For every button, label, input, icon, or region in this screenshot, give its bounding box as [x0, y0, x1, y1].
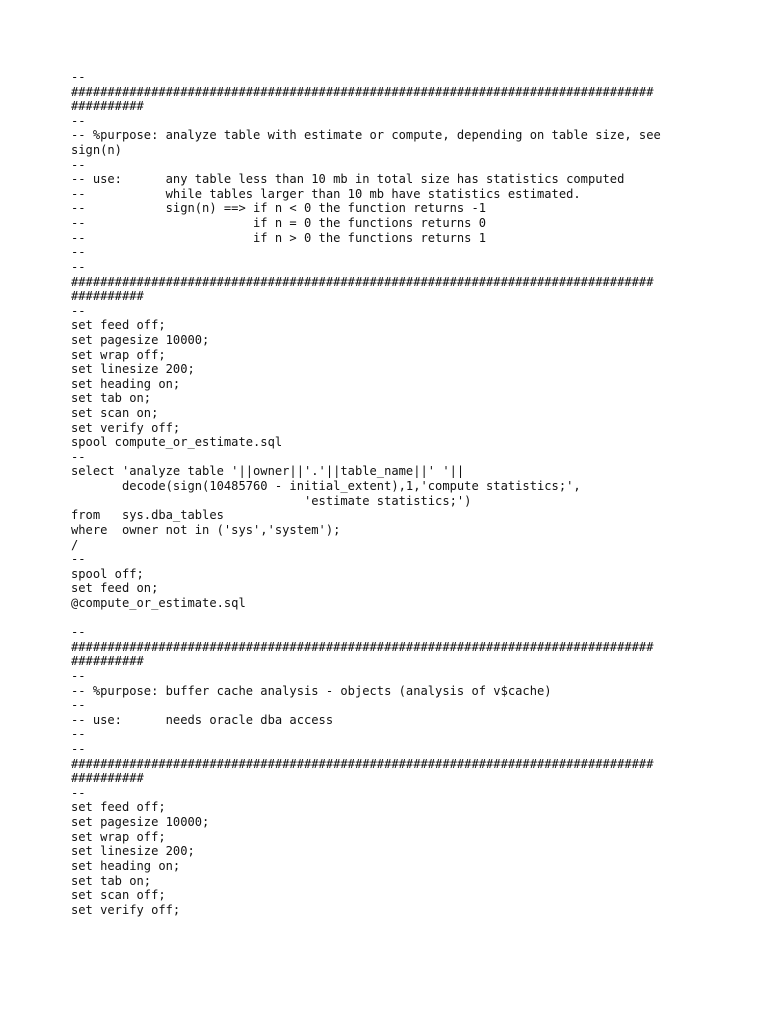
code-line: spool compute_or_estimate.sql [71, 435, 283, 450]
comment-line: -- [71, 785, 86, 800]
comment-line: -- [71, 113, 86, 128]
code-line: set wrap off; [71, 829, 166, 844]
code-line: / [71, 537, 79, 552]
separator-line: ########## [71, 771, 144, 786]
code-line: where owner not in ('sys','system'); [71, 522, 341, 537]
comment-line: -- while tables larger than 10 mb have statistics estimated. [71, 186, 581, 201]
code-line: set heading on; [71, 376, 181, 391]
code-line: set pagesize 10000; [71, 332, 210, 347]
comment-line: -- [71, 259, 86, 274]
code-line: set feed on; [71, 581, 159, 596]
code-line: set linesize 200; [71, 362, 195, 377]
comment-line: -- use: needs oracle dba access [71, 712, 334, 727]
comment-line: -- [71, 625, 86, 640]
code-line: from sys.dba_tables [71, 508, 224, 523]
comment-line: -- [71, 449, 86, 464]
comment-line: -- use: any table less than 10 mb in total size has statistics computed [71, 172, 625, 187]
comment-line: -- if n > 0 the functions returns 1 [71, 230, 487, 245]
sql-script-listing [71, 70, 731, 917]
code-line: set scan on; [71, 406, 159, 421]
code-line: 'estimate statistics;') [71, 493, 472, 508]
comment-line: -- %purpose: analyze table with estimate or compute, depending on table size, see [71, 128, 661, 143]
code-line: set pagesize 10000; [71, 815, 210, 830]
comment-line: -- [71, 303, 86, 318]
code-line: decode(sign(10485760 - initial_extent),1,'compute statistics;', [71, 479, 581, 494]
separator-line: ################################################################################ [71, 756, 654, 771]
separator-line: ################################################################################ [71, 274, 654, 289]
code-line: set wrap off; [71, 347, 166, 362]
comment-line: -- [71, 727, 86, 742]
code-line: set verify off; [71, 902, 181, 917]
code-line: set feed off; [71, 318, 166, 333]
comment-line: -- [71, 157, 86, 172]
blank-line [71, 611, 731, 626]
comment-line: -- [71, 552, 86, 567]
separator-line: ########## [71, 654, 144, 669]
code-line: set feed off; [71, 800, 166, 815]
separator-line: ########## [71, 289, 144, 304]
comment-line: -- if n = 0 the functions returns 0 [71, 216, 487, 231]
code-line: set scan off; [71, 888, 166, 903]
code-line: @compute_or_estimate.sql [71, 595, 246, 610]
separator-line: ################################################################################ [71, 84, 654, 99]
comment-line: -- %purpose: buffer cache analysis - objects (analysis of v$cache) [71, 683, 552, 698]
code-line: set heading on; [71, 858, 181, 873]
comment-line: -- [71, 668, 86, 683]
code-line: set tab on; [71, 391, 152, 406]
comment-line: -- [71, 698, 86, 713]
comment-line: -- [71, 245, 86, 260]
separator-line: ########## [71, 99, 144, 114]
separator-line: ################################################################################ [71, 639, 654, 654]
code-line: set verify off; [71, 420, 181, 435]
comment-line: -- [71, 70, 86, 84]
code-line: set linesize 200; [71, 844, 195, 859]
code-line: select 'analyze table '||owner||'.'||table_name||' '|| [71, 464, 465, 479]
comment-line: -- sign(n) ==> if n < 0 the function returns -1 [71, 201, 487, 216]
code-line: sign(n) [71, 143, 122, 158]
comment-line: -- [71, 742, 86, 757]
code-line: set tab on; [71, 873, 152, 888]
code-line: spool off; [71, 566, 144, 581]
